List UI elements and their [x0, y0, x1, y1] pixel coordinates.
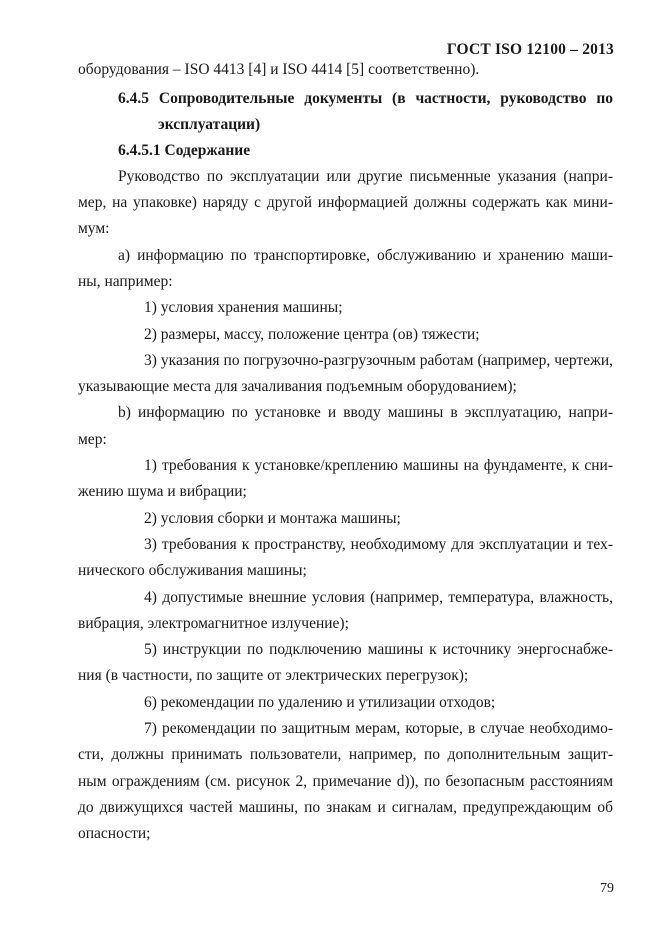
list-item-b-3: 3) требования к пространству, необходимому для эксплуатации и тех- [144, 536, 613, 553]
text-line: мер: [78, 431, 107, 448]
list-item-b-1: 1) требования к установке/креплению машины на фундаменте, к сни- [144, 457, 613, 474]
text-line: Руководство по эксплуатации или другие письменные указания (напри- [118, 168, 613, 185]
text-line: указывающие места для зачаливания подъемным оборудованием); [78, 378, 517, 395]
list-item-b-2: 2) условия сборки и монтажа машины; [144, 510, 401, 527]
page-number: 79 [600, 881, 614, 896]
section-heading-6-4-5: 6.4.5 Сопроводительные документы (в частности, руководство по [118, 90, 613, 107]
section-heading-continuation: эксплуатации) [158, 116, 261, 133]
document-code-header: ГОСТ ISO 12100 – 2013 [446, 41, 614, 58]
text-line: до движущихся частей машины, по знакам и сигналам, предупреждающим об [78, 799, 613, 816]
list-item-b-5: 5) инструкции по подключению машины к источнику энергоснабже- [144, 641, 613, 658]
text-line: нического обслуживания машины; [78, 562, 307, 579]
list-item-b-7: 7) рекомендации по защитным мерам, которые, в случае необходимо- [144, 720, 613, 737]
list-item-b: b) информацию по установке и вводу машины в эксплуатацию, напри- [118, 404, 613, 421]
text-line: оборудования – ISO 4413 [4] и ISO 4414 [5] соответственно). [78, 61, 480, 78]
text-line: ным ограждениям (см. рисунок 2, примечание d)), по безопасным расстояниям [78, 773, 613, 790]
text-line: ны, например: [78, 273, 173, 290]
list-item-b-6: 6) рекомендации по удалению и утилизации отходов; [144, 694, 496, 711]
text-line: жению шума и вибрации; [78, 483, 247, 500]
text-line: опасности; [78, 825, 151, 842]
list-item-a-3: 3) указания по погрузочно-разгрузочным работам (например, чертежи, [144, 352, 613, 369]
text-line: сти, должны принимать пользователи, например, по дополнительным защит- [78, 746, 613, 763]
text-line: ния (в частности, по защите от электрических перегрузок); [78, 667, 469, 684]
text-line: вибрация, электромагнитное излучение); [78, 615, 349, 632]
text-line: мер, на упаковке) наряду с другой информацией должны содержать как мини- [78, 194, 613, 211]
list-item-a: a) информацию по транспортировке, обслуживанию и хранению маши- [118, 247, 613, 264]
list-item-a-1: 1) условия хранения машины; [144, 299, 343, 316]
text-line: мум: [78, 220, 110, 237]
subsection-heading-6-4-5-1: 6.4.5.1 Содержание [118, 142, 251, 159]
list-item-b-4: 4) допустимые внешние условия (например, температура, влажность, [144, 589, 613, 606]
list-item-a-2: 2) размеры, массу, положение центра (ов) тяжести; [144, 326, 480, 343]
